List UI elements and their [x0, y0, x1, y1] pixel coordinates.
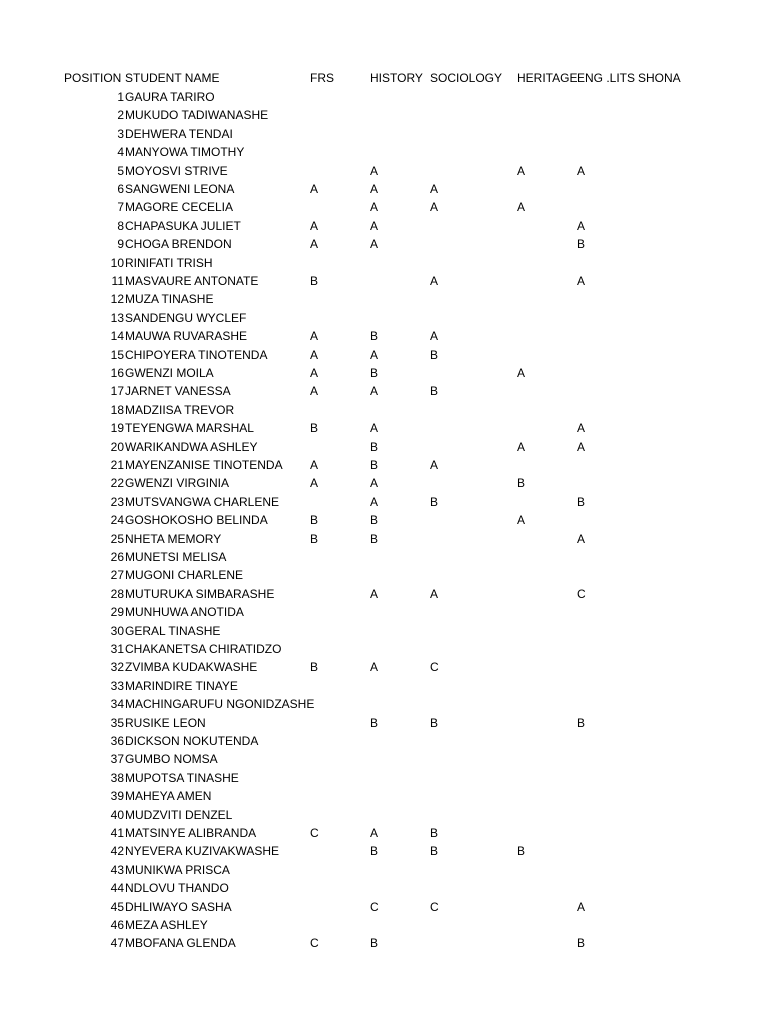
history-grade-cell: B: [370, 458, 379, 472]
heritage-grade-cell: A: [517, 439, 526, 454]
position-cell: 38: [110, 770, 124, 785]
student-name-cell: ZVIMBA KUDAKWASHE: [125, 660, 258, 675]
header-row: [0, 69, 768, 87]
table-row: [0, 511, 768, 529]
heritage-grade-cell: A: [517, 366, 526, 380]
sociology-grade-cell: B: [430, 347, 439, 362]
history-grade-cell: C: [370, 899, 379, 914]
sociology-grade-cell: B: [430, 494, 439, 509]
student-name-cell: MAHEYA AMEN: [125, 789, 212, 804]
frs-grade-cell: A: [310, 458, 319, 472]
table-row: [0, 198, 768, 216]
student-name-cell: DICKSON NOKUTENDA: [125, 734, 259, 748]
eng-lits-grade-cell: A: [577, 421, 586, 436]
student-name-cell: MUKUDO TADIWANASHE: [125, 108, 269, 123]
student-name-cell: MUTURUKA SIMBARASHE: [125, 586, 275, 601]
heritage-grade-cell: A: [517, 513, 526, 528]
student-name-cell: NDLOVU THANDO: [125, 881, 229, 896]
position-cell: 46: [110, 918, 124, 932]
frs-grade-cell: A: [310, 384, 319, 399]
student-name-cell: TEYENGWA MARSHAL: [125, 421, 254, 436]
sociology-grade-cell: B: [430, 826, 439, 840]
student-name-cell: MADZIISA TREVOR: [125, 402, 235, 417]
table-row: [0, 290, 768, 308]
table-row: [0, 658, 768, 676]
table-row: [0, 143, 768, 161]
eng-lits-grade-cell: C: [577, 586, 586, 601]
table-row: [0, 180, 768, 198]
student-name-cell: CHAKANETSA CHIRATIDZO: [125, 642, 282, 656]
position-cell: 19: [110, 421, 124, 436]
frs-grade-cell: A: [310, 329, 319, 344]
student-name-cell: MARINDIRE TINAYE: [125, 678, 238, 693]
frs-grade-cell: A: [310, 366, 319, 380]
student-name-cell: NYEVERA KUZIVAKWASHE: [125, 844, 280, 859]
table-row: [0, 493, 768, 511]
table-row: [0, 272, 768, 290]
student-name-cell: MOYOSVI STRIVE: [125, 163, 228, 178]
sociology-grade-cell: A: [430, 200, 439, 215]
student-name-cell: MASVAURE ANTONATE: [125, 274, 259, 288]
table-row: [0, 364, 768, 382]
position-cell: 11: [111, 274, 124, 288]
history-grade-cell: B: [370, 936, 379, 951]
table-row: [0, 603, 768, 621]
table-row: [0, 695, 768, 713]
position-cell: 6: [117, 182, 124, 196]
sociology-grade-cell: C: [430, 899, 439, 914]
table-row: [0, 640, 768, 658]
student-name-cell: MAYENZANISE TINOTENDA: [125, 458, 283, 472]
position-cell: 36: [110, 734, 124, 748]
table-row: [0, 254, 768, 272]
frs-grade-cell: C: [310, 936, 319, 951]
header-position: POSITION: [64, 71, 122, 85]
student-name-cell: MAUWA RUVARASHE: [125, 329, 248, 344]
position-cell: 25: [110, 531, 124, 546]
position-cell: 16: [110, 366, 124, 380]
heritage-grade-cell: B: [517, 476, 526, 491]
table-row: [0, 530, 768, 548]
student-name-cell: JARNET VANESSA: [125, 384, 231, 399]
eng-lits-grade-cell: B: [577, 237, 586, 252]
table-row: [0, 934, 768, 952]
student-name-cell: GERAL TINASHE: [125, 623, 221, 638]
history-grade-cell: B: [370, 715, 379, 730]
table-row: [0, 474, 768, 492]
position-cell: 15: [110, 347, 124, 362]
table-row: [0, 106, 768, 124]
position-cell: 32: [110, 660, 124, 675]
position-cell: 2: [117, 108, 124, 123]
table-row: [0, 622, 768, 640]
table-row: [0, 916, 768, 934]
sociology-grade-cell: A: [430, 329, 439, 344]
position-cell: 27: [110, 568, 124, 583]
student-name-cell: MUPOTSA TINASHE: [125, 770, 239, 785]
table-row: [0, 898, 768, 916]
frs-grade-cell: C: [310, 826, 319, 840]
heritage-grade-cell: B: [517, 844, 526, 859]
history-grade-cell: A: [370, 182, 379, 196]
header-heritage: HERITAGE: [517, 71, 578, 85]
student-name-cell: NHETA MEMORY: [125, 531, 222, 546]
student-name-cell: GWENZI MOILA: [125, 366, 214, 380]
student-name-cell: SANDENGU WYCLEF: [125, 310, 247, 325]
eng-lits-grade-cell: A: [577, 531, 586, 546]
sociology-grade-cell: B: [430, 844, 439, 859]
position-cell: 14: [110, 329, 124, 344]
student-name-cell: GAURA TARIRO: [125, 90, 215, 104]
eng-lits-grade-cell: A: [577, 218, 586, 233]
student-name-cell: MANYOWA TIMOTHY: [125, 145, 245, 160]
history-grade-cell: A: [370, 476, 379, 491]
heritage-grade-cell: A: [517, 200, 526, 215]
history-grade-cell: A: [370, 421, 379, 436]
student-name-cell: CHAPASUKA JULIET: [125, 218, 241, 233]
student-name-cell: MUTSVANGWA CHARLENE: [125, 494, 280, 509]
history-grade-cell: A: [370, 660, 379, 675]
position-cell: 9: [117, 237, 124, 252]
history-grade-cell: B: [370, 366, 379, 380]
student-name-cell: MUNHUWA ANOTIDA: [125, 605, 244, 620]
header-frs: FRS: [310, 71, 334, 85]
student-name-cell: GWENZI VIRGINIA: [125, 476, 230, 491]
position-cell: 24: [110, 513, 124, 528]
table-row: [0, 125, 768, 143]
student-name-cell: SANGWENI LEONA: [125, 182, 235, 196]
table-row: [0, 585, 768, 603]
table-row: [0, 787, 768, 805]
history-grade-cell: A: [370, 237, 379, 252]
history-grade-cell: B: [370, 329, 379, 344]
student-name-cell: RINIFATI TRISH: [125, 255, 213, 270]
history-grade-cell: A: [370, 163, 379, 178]
position-cell: 13: [110, 310, 124, 325]
history-grade-cell: B: [370, 531, 379, 546]
student-name-cell: WARIKANDWA ASHLEY: [125, 439, 258, 454]
history-grade-cell: A: [370, 494, 379, 509]
student-name-cell: CHOGA BRENDON: [125, 237, 232, 252]
position-cell: 3: [117, 126, 124, 141]
table-row: [0, 456, 768, 474]
history-grade-cell: A: [370, 384, 379, 399]
history-grade-cell: B: [370, 513, 379, 528]
eng-lits-grade-cell: A: [577, 899, 586, 914]
position-cell: 4: [117, 145, 124, 160]
position-cell: 28: [110, 586, 124, 601]
student-name-cell: MUNETSI MELISA: [125, 550, 227, 564]
table-row: [0, 419, 768, 437]
sociology-grade-cell: A: [430, 586, 439, 601]
sociology-grade-cell: A: [430, 458, 439, 472]
header-sociology: SOCIOLOGY: [430, 71, 503, 85]
eng-lits-grade-cell: B: [577, 715, 586, 730]
history-grade-cell: A: [370, 218, 379, 233]
position-cell: 41: [110, 826, 124, 840]
student-name-cell: DHLIWAYO SASHA: [125, 899, 232, 914]
student-name-cell: MATSINYE ALIBRANDA: [125, 826, 257, 840]
table-row: [0, 714, 768, 732]
position-cell: 12: [110, 292, 124, 307]
student-name-cell: MUZA TINASHE: [125, 292, 214, 307]
table-row: [0, 217, 768, 235]
frs-grade-cell: A: [310, 182, 319, 196]
table-row: [0, 769, 768, 787]
sociology-grade-cell: B: [430, 715, 439, 730]
position-cell: 1: [117, 90, 124, 104]
student-name-cell: MAGORE CECELIA: [125, 200, 234, 215]
eng-lits-grade-cell: A: [577, 439, 586, 454]
frs-grade-cell: B: [310, 274, 319, 288]
position-cell: 26: [110, 550, 124, 564]
eng-lits-grade-cell: A: [577, 274, 586, 288]
student-name-cell: MACHINGARUFU NGONIDZASHE: [125, 697, 315, 712]
eng-lits-grade-cell: A: [577, 163, 586, 178]
frs-grade-cell: B: [310, 531, 319, 546]
table-row: [0, 88, 768, 106]
position-cell: 17: [110, 384, 124, 399]
position-cell: 23: [110, 494, 124, 509]
student-name-cell: DEHWERA TENDAI: [125, 126, 233, 141]
eng-lits-grade-cell: B: [577, 494, 586, 509]
history-grade-cell: B: [370, 439, 379, 454]
table-row: [0, 566, 768, 584]
position-cell: 42: [110, 844, 124, 859]
position-cell: 31: [110, 642, 124, 656]
position-cell: 29: [110, 605, 124, 620]
student-name-cell: MUDZVITI DENZEL: [125, 807, 233, 822]
history-grade-cell: A: [370, 826, 379, 840]
frs-grade-cell: B: [310, 513, 319, 528]
history-grade-cell: A: [370, 586, 379, 601]
student-name-cell: MUGONI CHARLENE: [125, 568, 244, 583]
position-cell: 5: [117, 163, 124, 178]
history-grade-cell: B: [370, 844, 379, 859]
position-cell: 39: [110, 789, 124, 804]
table-row: [0, 346, 768, 364]
frs-grade-cell: B: [310, 660, 319, 675]
sociology-grade-cell: C: [430, 660, 439, 675]
position-cell: 45: [110, 899, 124, 914]
table-row: [0, 438, 768, 456]
history-grade-cell: A: [370, 200, 379, 215]
position-cell: 37: [110, 752, 124, 767]
student-name-cell: GOSHOKOSHO BELINDA: [125, 513, 268, 528]
student-name-cell: RUSIKE LEON: [125, 715, 206, 730]
position-cell: 43: [110, 862, 124, 877]
table-row: [0, 677, 768, 695]
position-cell: 18: [110, 402, 124, 417]
sociology-grade-cell: B: [430, 384, 439, 399]
header-history: HISTORY: [370, 71, 423, 85]
header-eng-lits: ENG .LITS: [577, 71, 636, 85]
position-cell: 7: [117, 200, 124, 215]
table-row: [0, 382, 768, 400]
position-cell: 20: [110, 439, 124, 454]
header-shona: SHONA: [638, 71, 681, 85]
position-cell: 8: [117, 218, 124, 233]
eng-lits-grade-cell: B: [577, 936, 586, 951]
table-row: [0, 401, 768, 419]
table-row: [0, 750, 768, 768]
position-cell: 22: [110, 476, 124, 491]
table-row: [0, 861, 768, 879]
table-row: [0, 732, 768, 750]
frs-grade-cell: B: [310, 421, 319, 436]
table-row: [0, 235, 768, 253]
sociology-grade-cell: A: [430, 274, 439, 288]
frs-grade-cell: A: [310, 237, 319, 252]
table-row: [0, 879, 768, 897]
student-name-cell: CHIPOYERA TINOTENDA: [125, 347, 268, 362]
position-cell: 47: [110, 936, 124, 951]
position-cell: 10: [110, 255, 124, 270]
position-cell: 34: [110, 697, 124, 712]
sociology-grade-cell: A: [430, 182, 439, 196]
table-row: [0, 162, 768, 180]
position-cell: 21: [110, 458, 124, 472]
student-name-cell: MBOFANA GLENDA: [125, 936, 236, 951]
heritage-grade-cell: A: [517, 163, 526, 178]
header-student-name: STUDENT NAME: [125, 71, 220, 85]
student-name-cell: MEZA ASHLEY: [125, 918, 208, 932]
table-row: [0, 327, 768, 345]
history-grade-cell: A: [370, 347, 379, 362]
frs-grade-cell: A: [310, 476, 319, 491]
table-row: [0, 309, 768, 327]
position-cell: 44: [110, 881, 124, 896]
student-name-cell: MUNIKWA PRISCA: [125, 862, 230, 877]
frs-grade-cell: A: [310, 347, 319, 362]
position-cell: 30: [110, 623, 124, 638]
position-cell: 33: [110, 678, 124, 693]
table-row: [0, 824, 768, 842]
table-row: [0, 548, 768, 566]
table-row: [0, 806, 768, 824]
position-cell: 35: [110, 715, 124, 730]
frs-grade-cell: A: [310, 218, 319, 233]
table-row: [0, 842, 768, 860]
student-name-cell: GUMBO NOMSA: [125, 752, 218, 767]
position-cell: 40: [110, 807, 124, 822]
